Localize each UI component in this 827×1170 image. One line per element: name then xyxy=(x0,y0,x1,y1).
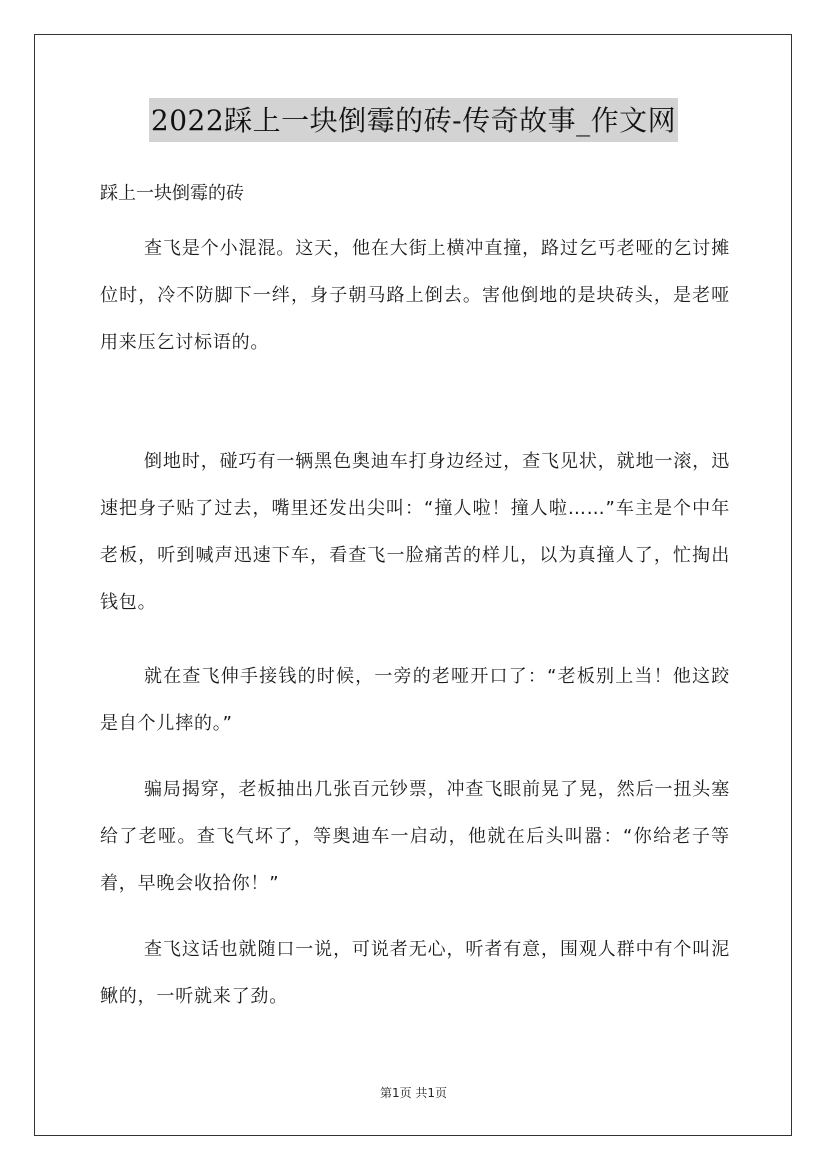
document-subtitle: 踩上一块倒霉的砖 xyxy=(100,183,244,204)
paragraph-1: 查飞是个小混混。这天，他在大街上横冲直撞，路过乞丐老哑的乞讨摊位时，冷不防脚下一绊，身子朝马路上倒去。害他倒地的是块砖头，是老哑用来压乞讨标语的。 xyxy=(100,238,730,353)
paragraph-5: 查飞这话也就随口一说，可说者无心，听者有意，围观人群中有个叫泥鳅的，一听就来了劲。 xyxy=(100,939,730,1007)
title-container xyxy=(0,98,827,142)
paragraph-3: 就在查飞伸手接钱的时候，一旁的老哑开口了：“老板别上当！他这跤是自个儿摔的。” xyxy=(100,666,730,734)
paragraph-2: 倒地时，碰巧有一辆黑色奥迪车打身边经过，查飞见状，就地一滚，迅速把身子贴了过去，嘴里还发出尖叫：“撞人啦！撞人啦……”车主是个中年老板，听到喊声迅速下车，看查飞一脸痛苦的样儿，以为真撞人了，忙掏出钱包。 xyxy=(100,451,730,613)
document-title: 2022踩上一块倒霉的砖-传奇故事_作文网 xyxy=(149,98,678,142)
paragraph-4: 骗局揭穿，老板抽出几张百元钞票，冲查飞眼前晃了晃，然后一扭头塞给了老哑。查飞气坏了，等奥迪车一启动，他就在后头叫嚣：“你给老子等着，早晚会收拾你！” xyxy=(100,779,730,894)
page-footer: 第1页 共1页 xyxy=(379,1086,448,1100)
